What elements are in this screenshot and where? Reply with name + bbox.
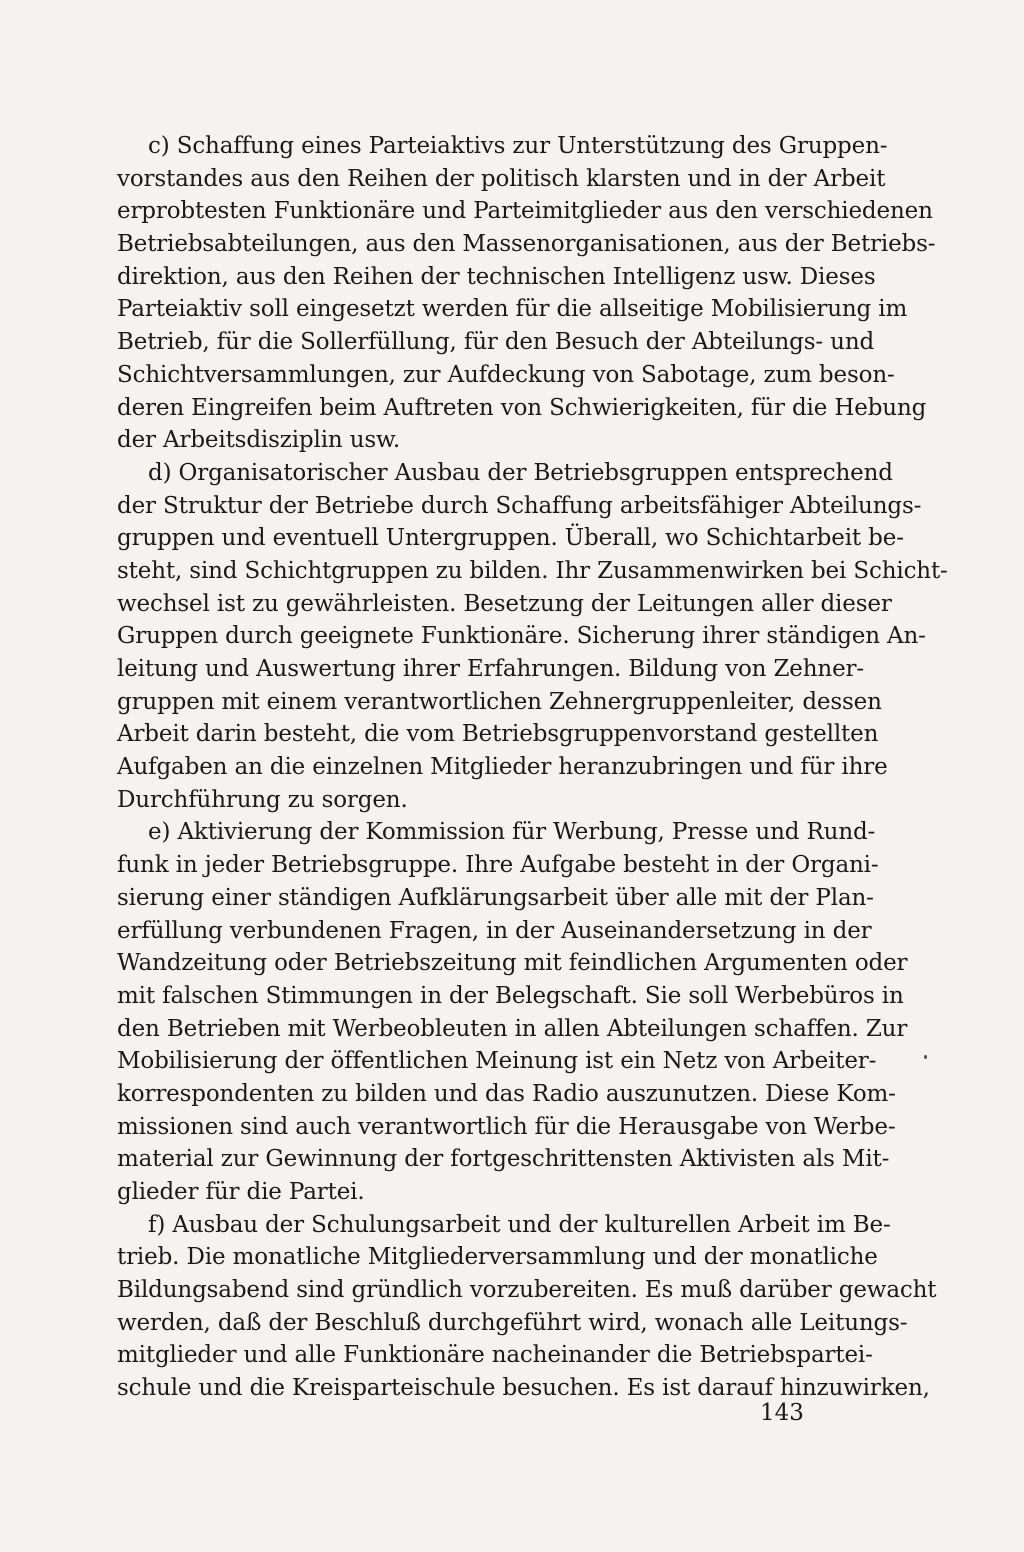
text-line: d) Organisatorischer Ausbau der Betriebsgruppen entsprechend — [148, 459, 893, 486]
text-line: werden, daß der Beschluß durchgeführt wird, wonach alle Leitungs- — [117, 1309, 908, 1336]
text-line: Betriebsabteilungen, aus den Massenorganisationen, aus der Betriebs- — [117, 231, 936, 258]
print-speck — [924, 1055, 927, 1059]
text-line: funk in jeder Betriebsgruppe. Ihre Aufgabe besteht in der Organi- — [117, 852, 879, 879]
text-line: gruppen und eventuell Untergruppen. Überall, wo Schichtarbeit be- — [117, 525, 904, 552]
text-line: f) Ausbau der Schulungsarbeit und der kulturellen Arbeit im Be- — [148, 1211, 891, 1238]
text-line: mitglieder und alle Funktionäre nacheinander die Betriebspartei- — [117, 1342, 873, 1369]
body-text — [117, 130, 948, 1405]
text-line: Mobilisierung der öffentlichen Meinung ist ein Netz von Arbeiter- — [117, 1048, 877, 1075]
text-line: wechsel ist zu gewährleisten. Besetzung der Leitungen aller dieser — [117, 590, 892, 617]
text-line: Wandzeitung oder Betriebszeitung mit feindlichen Argumenten oder — [117, 950, 908, 977]
text-line: e) Aktivierung der Kommission für Werbung, Presse und Rund- — [148, 819, 876, 846]
text-line: leitung und Auswertung ihrer Erfahrungen. Bildung von Zehner- — [117, 656, 865, 682]
text-line: c) Schaffung eines Parteiaktivs zur Unterstützung des Gruppen- — [148, 133, 888, 159]
text-line: Arbeit darin besteht, die vom Betriebsgruppenvorstand gestellten — [117, 721, 879, 748]
text-line: gruppen mit einem verantwortlichen Zehnergruppenleiter, dessen — [117, 688, 882, 715]
text-line: trieb. Die monatliche Mitgliederversammlung und der monatliche — [117, 1244, 878, 1271]
text-line: glieder für die Partei. — [117, 1179, 365, 1205]
text-line: vorstandes aus den Reihen der politisch klarsten und in der Arbeit — [117, 165, 886, 192]
text-line: material zur Gewinnung der fortgeschrittensten Aktivisten als Mit- — [117, 1146, 890, 1173]
text-line: den Betrieben mit Werbeobleuten in allen Abteilungen schaffen. Zur — [117, 1015, 908, 1042]
text-line: missionen sind auch verantwortlich für die Herausgabe von Werbe- — [117, 1113, 896, 1140]
text-line: direktion, aus den Reihen der technischen Intelligenz usw. Dieses — [117, 263, 876, 290]
text-line: Parteiaktiv soll eingesetzt werden für die allseitige Mobilisierung im — [117, 296, 908, 323]
text-line: Aufgaben an die einzelnen Mitglieder heranzubringen und für ihre — [117, 754, 888, 781]
text-line: sierung einer ständigen Aufklärungsarbeit über alle mit der Plan- — [117, 884, 874, 911]
text-line: schule und die Kreisparteischule besuchen. Es ist darauf hinzuwirken, — [117, 1375, 930, 1402]
page-number: 143 — [760, 1400, 804, 1426]
text-line: mit falschen Stimmungen in der Belegschaft. Sie soll Werbebüros in — [117, 982, 904, 1009]
text-line: steht, sind Schichtgruppen zu bilden. Ihr Zusammenwirken bei Schicht- — [117, 557, 948, 584]
text-line: Betrieb, für die Sollerfüllung, für den Besuch der Abteilungs- und — [117, 329, 875, 356]
text-line: Durchführung zu sorgen. — [117, 786, 408, 813]
text-line: der Struktur der Betriebe durch Schaffung arbeitsfähiger Abteilungs- — [117, 492, 922, 519]
text-line: der Arbeitsdisziplin usw. — [117, 427, 401, 454]
text-line: Bildungsabend sind gründlich vorzubereiten. Es muß darüber gewacht — [117, 1277, 937, 1304]
text-line: korrespondenten zu bilden und das Radio auszunutzen. Diese Kom- — [117, 1080, 896, 1107]
text-line: Schichtversammlungen, zur Aufdeckung von Sabotage, zum beson- — [117, 361, 895, 388]
text-line: Gruppen durch geeignete Funktionäre. Sicherung ihrer ständigen An- — [117, 623, 926, 650]
text-line: erprobtesten Funktionäre und Parteimitglieder aus den verschiedenen — [117, 198, 933, 225]
text-line: erfüllung verbundenen Fragen, in der Auseinandersetzung in der — [117, 917, 872, 944]
text-line: deren Eingreifen beim Auftreten von Schwierigkeiten, für die Hebung — [117, 394, 927, 421]
